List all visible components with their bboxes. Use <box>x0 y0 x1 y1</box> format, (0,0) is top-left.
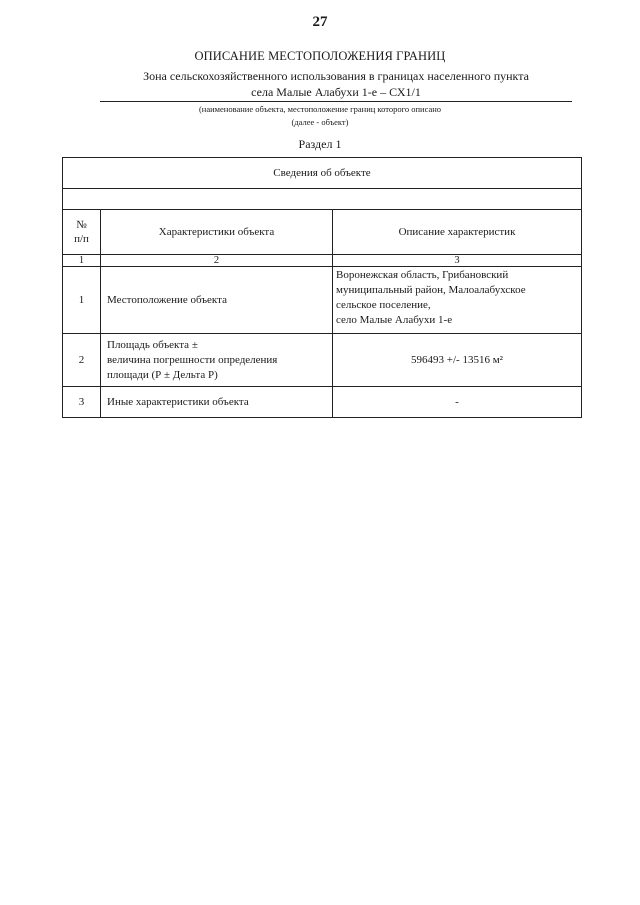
column-header-number <box>63 210 101 255</box>
page-number: 27 <box>312 14 328 30</box>
column-number-1: 1 <box>63 255 101 267</box>
column-header-row <box>63 210 582 255</box>
column-header-number-line-2: п/п <box>74 233 89 245</box>
zone-name <box>100 68 572 102</box>
column-number-2: 2 <box>101 255 333 267</box>
row-number: 1 <box>63 267 101 334</box>
row-characteristic <box>101 334 333 387</box>
object-caption <box>0 103 640 129</box>
column-header-number-line-1: № <box>76 219 87 231</box>
row-description-line: Воронежская область, Грибановский <box>336 269 509 281</box>
row-description: 596493 +/- 13516 м² <box>333 334 582 387</box>
object-info-table <box>62 157 582 418</box>
zone-name-line-2: села Малые Алабухи 1-е – СХ1/1 <box>251 85 421 99</box>
row-description-line: муниципальный район, Малоалабухское <box>336 284 526 296</box>
table-empty-cell <box>63 189 582 210</box>
row-characteristic: Местоположение объекта <box>101 267 333 334</box>
row-number: 2 <box>63 334 101 387</box>
row-description: - <box>333 387 582 418</box>
column-header-characteristics: Характеристики объекта <box>101 210 333 255</box>
table-row <box>63 334 582 387</box>
row-description-line: сельское поселение, <box>336 299 431 311</box>
caption-line-1: (наименование объекта, местоположение границ которого описано <box>198 104 442 114</box>
table-row <box>63 387 582 418</box>
section-label: Раздел 1 <box>298 137 342 151</box>
row-description <box>333 267 582 334</box>
table-row <box>63 267 582 334</box>
row-characteristic-line: площади (Р ± Дельта Р) <box>107 368 218 381</box>
row-number: 3 <box>63 387 101 418</box>
row-characteristic-line: Площадь объекта ± <box>107 338 198 351</box>
zone-name-line-1: Зона сельскохозяйственного использования в границах населенного пункта <box>143 69 529 83</box>
row-description-line: село Малые Алабухи 1-е <box>336 314 453 326</box>
column-header-description: Описание характеристик <box>333 210 582 255</box>
row-characteristic: Иные характеристики объекта <box>101 387 333 418</box>
table-header-row <box>63 158 582 189</box>
column-number-3: 3 <box>333 255 582 267</box>
document-title: ОПИСАНИЕ МЕСТОПОЛОЖЕНИЯ ГРАНИЦ <box>194 49 446 63</box>
column-number-row <box>63 255 582 267</box>
caption-line-2: (далее - объект) <box>291 117 349 127</box>
table-header: Сведения об объекте <box>63 158 582 189</box>
row-characteristic-line: величина погрешности определения <box>107 353 278 366</box>
table-empty-row <box>63 189 582 210</box>
